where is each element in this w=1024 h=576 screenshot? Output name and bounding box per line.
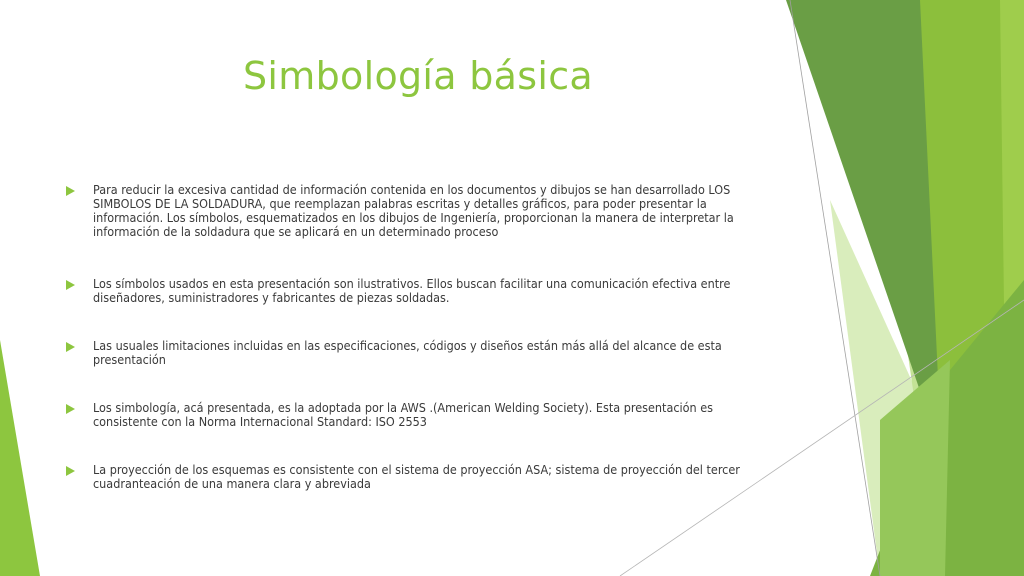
bullet-text: Los simbología, acá presentada, es la adoptada por la AWS .(American Welding Society). Esta presentación es consistente con la Norma Internacional Standard: ISO 2553 <box>93 400 714 429</box>
bullet-item <box>66 339 776 367</box>
bullet-list <box>66 183 776 491</box>
slide-title: Simbología básica <box>243 54 593 98</box>
left-accent-shape <box>0 340 40 576</box>
bullet-text: Las usuales limitaciones incluidas en las especificaciones, códigos y diseños están más allá del alcance de esta presentación <box>93 338 722 367</box>
bullet-arrow-icon <box>66 186 75 196</box>
bullet-arrow-icon <box>66 280 75 290</box>
bullet-text: La proyección de los esquemas es consistente con el sistema de proyección ASA; sistema de proyección del tercer cuadranteación de una manera clara y abreviada <box>93 462 740 491</box>
bullet-item <box>66 183 776 239</box>
bullet-arrow-icon <box>66 342 75 352</box>
bullet-arrow-icon <box>66 404 75 414</box>
bullet-item <box>66 401 776 429</box>
bullet-item <box>66 277 776 305</box>
bullet-text: Los símbolos usados en esta presentación son ilustrativos. Ellos buscan facilitar una comunicación efectiva entre diseñadores, suministradores y fabricantes de piezas soldadas. <box>93 276 731 305</box>
bullet-item <box>66 463 776 491</box>
bullet-text: Para reducir la excesiva cantidad de información contenida en los documentos y dibujos se han desarrollado LOS SIMBOLOS DE LA SOLDADURA, que reemplazan palabras escritas y detalles gráficos, para poder presentar la información. Los símbolos, esquematizados en los dibujos de Ingeniería, proporcionan la manera de interpretar la información de la soldadura que se aplicará en un determinado proceso <box>93 182 734 239</box>
bullet-arrow-icon <box>66 466 75 476</box>
